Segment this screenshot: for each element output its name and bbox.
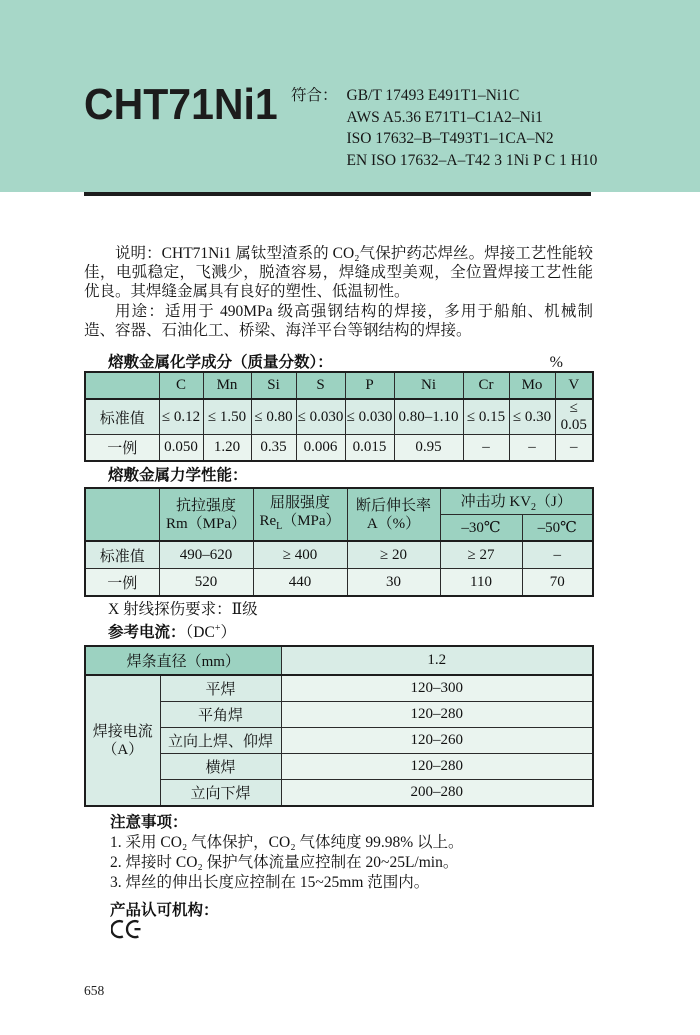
chem-header-cell: P [345, 372, 394, 399]
certification-title: 产品认可机构： [110, 902, 219, 919]
mech-temp-cell: –30℃ [440, 515, 522, 542]
current-title-label: 参考电流： [108, 624, 186, 641]
mech-std-cell: ≥ 20 [347, 541, 440, 569]
product-title: CHT71Ni1 [84, 80, 278, 129]
chem-section-header [84, 350, 591, 372]
current-value: 120–280 [281, 702, 593, 728]
chem-std-cell: 0.80–1.10 [394, 399, 463, 435]
row-label: 标准值 [85, 399, 159, 435]
notes-title: 注意事项： [110, 814, 188, 831]
chem-header-cell: Mo [509, 372, 555, 399]
chem-ex-cell: 0.95 [394, 435, 463, 462]
diameter-label: 焊条直径（mm） [85, 646, 281, 675]
reference-current-table [84, 645, 594, 807]
current-value: 120–260 [281, 728, 593, 754]
chem-header-cell: Ni [394, 372, 463, 399]
chem-ex-cell: 0.015 [345, 435, 394, 462]
mech-ex-cell: 110 [440, 569, 522, 597]
chem-ex-cell: – [509, 435, 555, 462]
current-row [85, 780, 593, 807]
divider-rule [84, 192, 591, 196]
chem-standard-row [85, 399, 593, 435]
current-value: 200–280 [281, 780, 593, 807]
mech-std-cell: – [522, 541, 593, 569]
standards-block [291, 85, 597, 171]
chem-header-cell: Cr [463, 372, 509, 399]
row-label: 标准值 [85, 541, 159, 569]
page-number: 658 [84, 983, 105, 998]
position-label: 平角焊 [160, 702, 281, 728]
mech-temp-cell: –50℃ [522, 515, 593, 542]
standard-line: GB/T 17493 E491T1–Ni1C [346, 87, 520, 104]
chem-composition-table [84, 371, 594, 462]
diameter-value: 1.2 [281, 646, 593, 675]
position-label: 横焊 [160, 754, 281, 780]
header-line: 抗拉强度 [175, 497, 236, 514]
chem-header-cell: Si [251, 372, 296, 399]
chem-ex-cell: 0.35 [251, 435, 296, 462]
current-row [85, 728, 593, 754]
chem-std-cell: ≤ 0.030 [296, 399, 345, 435]
mech-header-tensile [159, 488, 253, 541]
mech-std-cell: ≥ 27 [440, 541, 522, 569]
mech-properties-table [84, 487, 594, 597]
current-value: 120–300 [281, 675, 593, 702]
notes-section [110, 813, 464, 893]
diameter-row [85, 646, 593, 675]
chem-std-cell: ≤ 0.15 [463, 399, 509, 435]
mech-std-cell: ≥ 400 [253, 541, 347, 569]
chem-std-cell: ≤ 0.05 [555, 399, 593, 435]
standards-list [347, 85, 598, 171]
chem-table-title: 熔敷金属化学成分（质量分数）： [108, 354, 333, 371]
current-value: 120–280 [281, 754, 593, 780]
xray-requirement: X 射线探伤要求：Ⅱ级 [108, 601, 258, 618]
mech-header-yield [253, 488, 347, 541]
conform-label: 符合： [291, 87, 338, 104]
intro-section [84, 244, 593, 340]
note-item: 3. 焊丝的伸出长度应控制在 15~25mm 范围内。 [110, 874, 430, 891]
mech-standard-row [85, 541, 593, 569]
chem-std-cell: ≤ 0.80 [251, 399, 296, 435]
chem-header-row [85, 372, 593, 399]
chem-header-cell: S [296, 372, 345, 399]
chem-header-cell: V [555, 372, 593, 399]
standard-line: ISO 17632–B–T493T1–1CA–N2 [346, 130, 554, 147]
chem-corner-cell [85, 372, 159, 399]
header-line: 屈服强度 [269, 494, 330, 511]
chem-ex-cell: – [463, 435, 509, 462]
header-line: $Re_L(MPa)$ [259, 512, 341, 532]
note-item: 2. 焊接时 CO₂ 保护气体流量应控制在 20~25L/min。 [110, 854, 459, 871]
position-label: 平焊 [160, 675, 281, 702]
current-row [85, 754, 593, 780]
chem-unit-label: % [549, 354, 563, 371]
mech-corner-cell [85, 488, 159, 541]
position-label: 立向上焊、仰焊 [160, 728, 281, 754]
usage-paragraph: 用途：适用于 490MPa 级高强钢结构的焊接，多用于船舶、机械制造、容器、石油化工、桥梁、海洋平台等钢结构的焊接。 [84, 302, 593, 339]
mech-ex-cell: 30 [347, 569, 440, 597]
standard-line: AWS A5.36 E71T1–C1A2–Ni1 [346, 108, 543, 126]
chem-example-row [85, 435, 593, 462]
note-item: 1. 采用 CO₂ 气体保护，CO₂ 气体纯度 99.98% 以上。 [110, 834, 464, 851]
description-paragraph: 说明：CHT71Ni1 属钛型渣系的 CO₂气保护药芯焊丝。焊接工艺性能较佳，电弧稳定，飞溅少，脱渣容易，焊缝成型美观，全位置焊接工艺性能优良。其焊缝金属具有良好的塑性、低温韧性。 [84, 245, 593, 301]
chem-std-cell: ≤ 0.30 [509, 399, 555, 435]
standard-line: EN ISO 17632–A–T42 3 1Ni P C 1 H10 [346, 151, 598, 169]
mech-std-cell: 490–620 [159, 541, 253, 569]
mech-ex-cell: 520 [159, 569, 253, 597]
mech-header-impact: 冲击功 $KV_2(J)$ [440, 488, 593, 515]
chem-ex-cell: 0.050 [159, 435, 203, 462]
mech-header-elongation [347, 488, 440, 541]
header-line: A（%） [366, 515, 421, 532]
label-line: 焊接电流 [92, 723, 153, 740]
current-title-dc: （DC+） [185, 622, 236, 641]
ce-mark-icon [111, 919, 143, 940]
chem-ex-cell: 0.006 [296, 435, 345, 462]
header-line: 断后伸长率 [355, 497, 431, 514]
chem-std-cell: ≤ 0.12 [159, 399, 203, 435]
chem-std-cell: ≤ 0.030 [345, 399, 394, 435]
mech-header-row-1 [85, 488, 593, 515]
chem-header-cell: C [159, 372, 203, 399]
current-axis-label [85, 675, 160, 806]
chem-ex-cell: 1.20 [203, 435, 251, 462]
chem-header-cell: Mn [203, 372, 251, 399]
current-row [85, 675, 593, 702]
mech-ex-cell: 440 [253, 569, 347, 597]
label-line: （A） [102, 741, 144, 758]
current-row [85, 702, 593, 728]
current-table-title [108, 620, 236, 642]
header-line: Rm（MPa） [165, 515, 246, 532]
row-label: 一例 [85, 569, 159, 597]
row-label: 一例 [85, 435, 159, 462]
mech-table-title: 熔敷金属力学性能： [108, 467, 248, 484]
mech-ex-cell: 70 [522, 569, 593, 597]
position-label: 立向下焊 [160, 780, 281, 807]
chem-std-cell: ≤ 1.50 [203, 399, 251, 435]
mech-example-row [85, 569, 593, 597]
chem-ex-cell: – [555, 435, 593, 462]
